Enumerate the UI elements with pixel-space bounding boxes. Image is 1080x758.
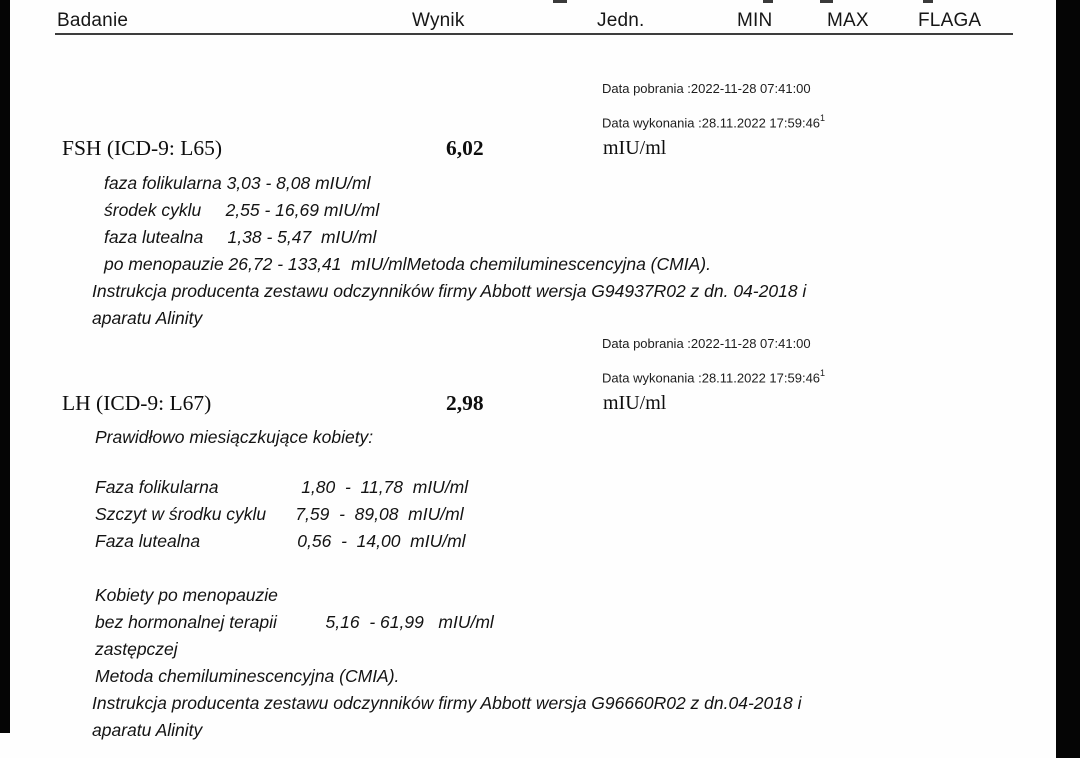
- column-header-flaga: FLAGA: [918, 10, 982, 31]
- scan-artifact-mark: [820, 0, 833, 3]
- fsh-collection-date: Data pobrania :2022-11-28 07:41:00: [602, 81, 811, 96]
- scan-artifact-mark: [923, 0, 933, 3]
- note-line: aparatu Alinity: [92, 308, 203, 328]
- reference-line: faza lutealna 1,38 - 5,47 mIU/ml: [104, 227, 377, 247]
- lh-result-row: [0, 391, 1080, 421]
- scan-artifact-mark: [553, 0, 567, 3]
- note-line: aparatu Alinity: [92, 720, 203, 740]
- lh-collection-date: Data pobrania :2022-11-28 07:41:00: [602, 336, 811, 351]
- lh-intro-line: [95, 424, 373, 451]
- scan-border-left: [0, 0, 10, 733]
- lh-method-notes: [92, 690, 801, 744]
- reference-line: środek cyklu 2,55 - 16,69 mIU/ml: [104, 200, 380, 220]
- column-header-wynik: Wynik: [412, 10, 465, 31]
- scan-artifact-mark: [763, 0, 773, 3]
- scan-border-right: [1056, 0, 1080, 758]
- lh-performed-date: [602, 369, 825, 385]
- fsh-performed-date-text: Data wykonania :28.11.2022 17:59:46: [602, 115, 821, 131]
- fsh-test-result: 6,02: [446, 136, 484, 160]
- fsh-test-unit: mIU/ml: [603, 137, 667, 159]
- reference-line: Faza lutealna 0,56 - 14,00 mIU/ml: [95, 531, 466, 551]
- note-line: Instrukcja producenta zestawu odczynników firmy Abbott wersja G96660R02 z dn.04-2018 i: [92, 693, 802, 713]
- reference-line: po menopauzie 26,72 - 133,41 mIU/mlMetoda chemiluminescencyjna (CMIA).: [104, 254, 711, 274]
- lh-test-unit: mIU/ml: [603, 392, 667, 414]
- fsh-reference-ranges: [104, 170, 711, 278]
- note-line: Instrukcja producenta zestawu odczynników firmy Abbott wersja G94937R02 z dn. 04-2018 i: [92, 281, 807, 301]
- column-header-jedn: Jedn.: [597, 10, 645, 31]
- reference-line: Szczyt w środku cyklu 7,59 - 89,08 mIU/ml: [95, 504, 464, 524]
- reference-line: Metoda chemiluminescencyjna (CMIA).: [95, 666, 400, 686]
- lh-performed-superscript: 1: [820, 368, 826, 378]
- lh-reference-ranges: [95, 474, 468, 555]
- fsh-performed-superscript: 1: [820, 113, 826, 123]
- column-header-min: MIN: [737, 10, 773, 31]
- reference-line: Kobiety po menopauzie: [95, 585, 278, 605]
- header-divider-line: [55, 33, 1013, 35]
- lh-performed-date-text: Data wykonania :28.11.2022 17:59:46: [602, 370, 821, 386]
- reference-line: zastępczej: [95, 639, 178, 659]
- fsh-method-notes: [92, 278, 806, 332]
- column-header-badanie: Badanie: [57, 10, 129, 31]
- column-header-max: MAX: [827, 10, 869, 31]
- reference-line: bez hormonalnej terapii 5,16 - 61,99 mIU/ml: [95, 612, 494, 632]
- fsh-performed-date: [602, 114, 825, 130]
- lh-menopause-ranges: [95, 582, 494, 690]
- lh-test-name: LH (ICD-9: L67): [62, 391, 212, 415]
- reference-line: faza folikularna 3,03 - 8,08 mIU/ml: [104, 173, 371, 193]
- fsh-test-name: FSH (ICD-9: L65): [62, 136, 223, 160]
- fsh-result-row: [0, 136, 1080, 166]
- reference-intro: Prawidłowo miesiączkujące kobiety:: [95, 427, 374, 447]
- lh-test-result: 2,98: [446, 391, 484, 415]
- reference-line: Faza folikularna 1,80 - 11,78 mIU/ml: [95, 477, 469, 497]
